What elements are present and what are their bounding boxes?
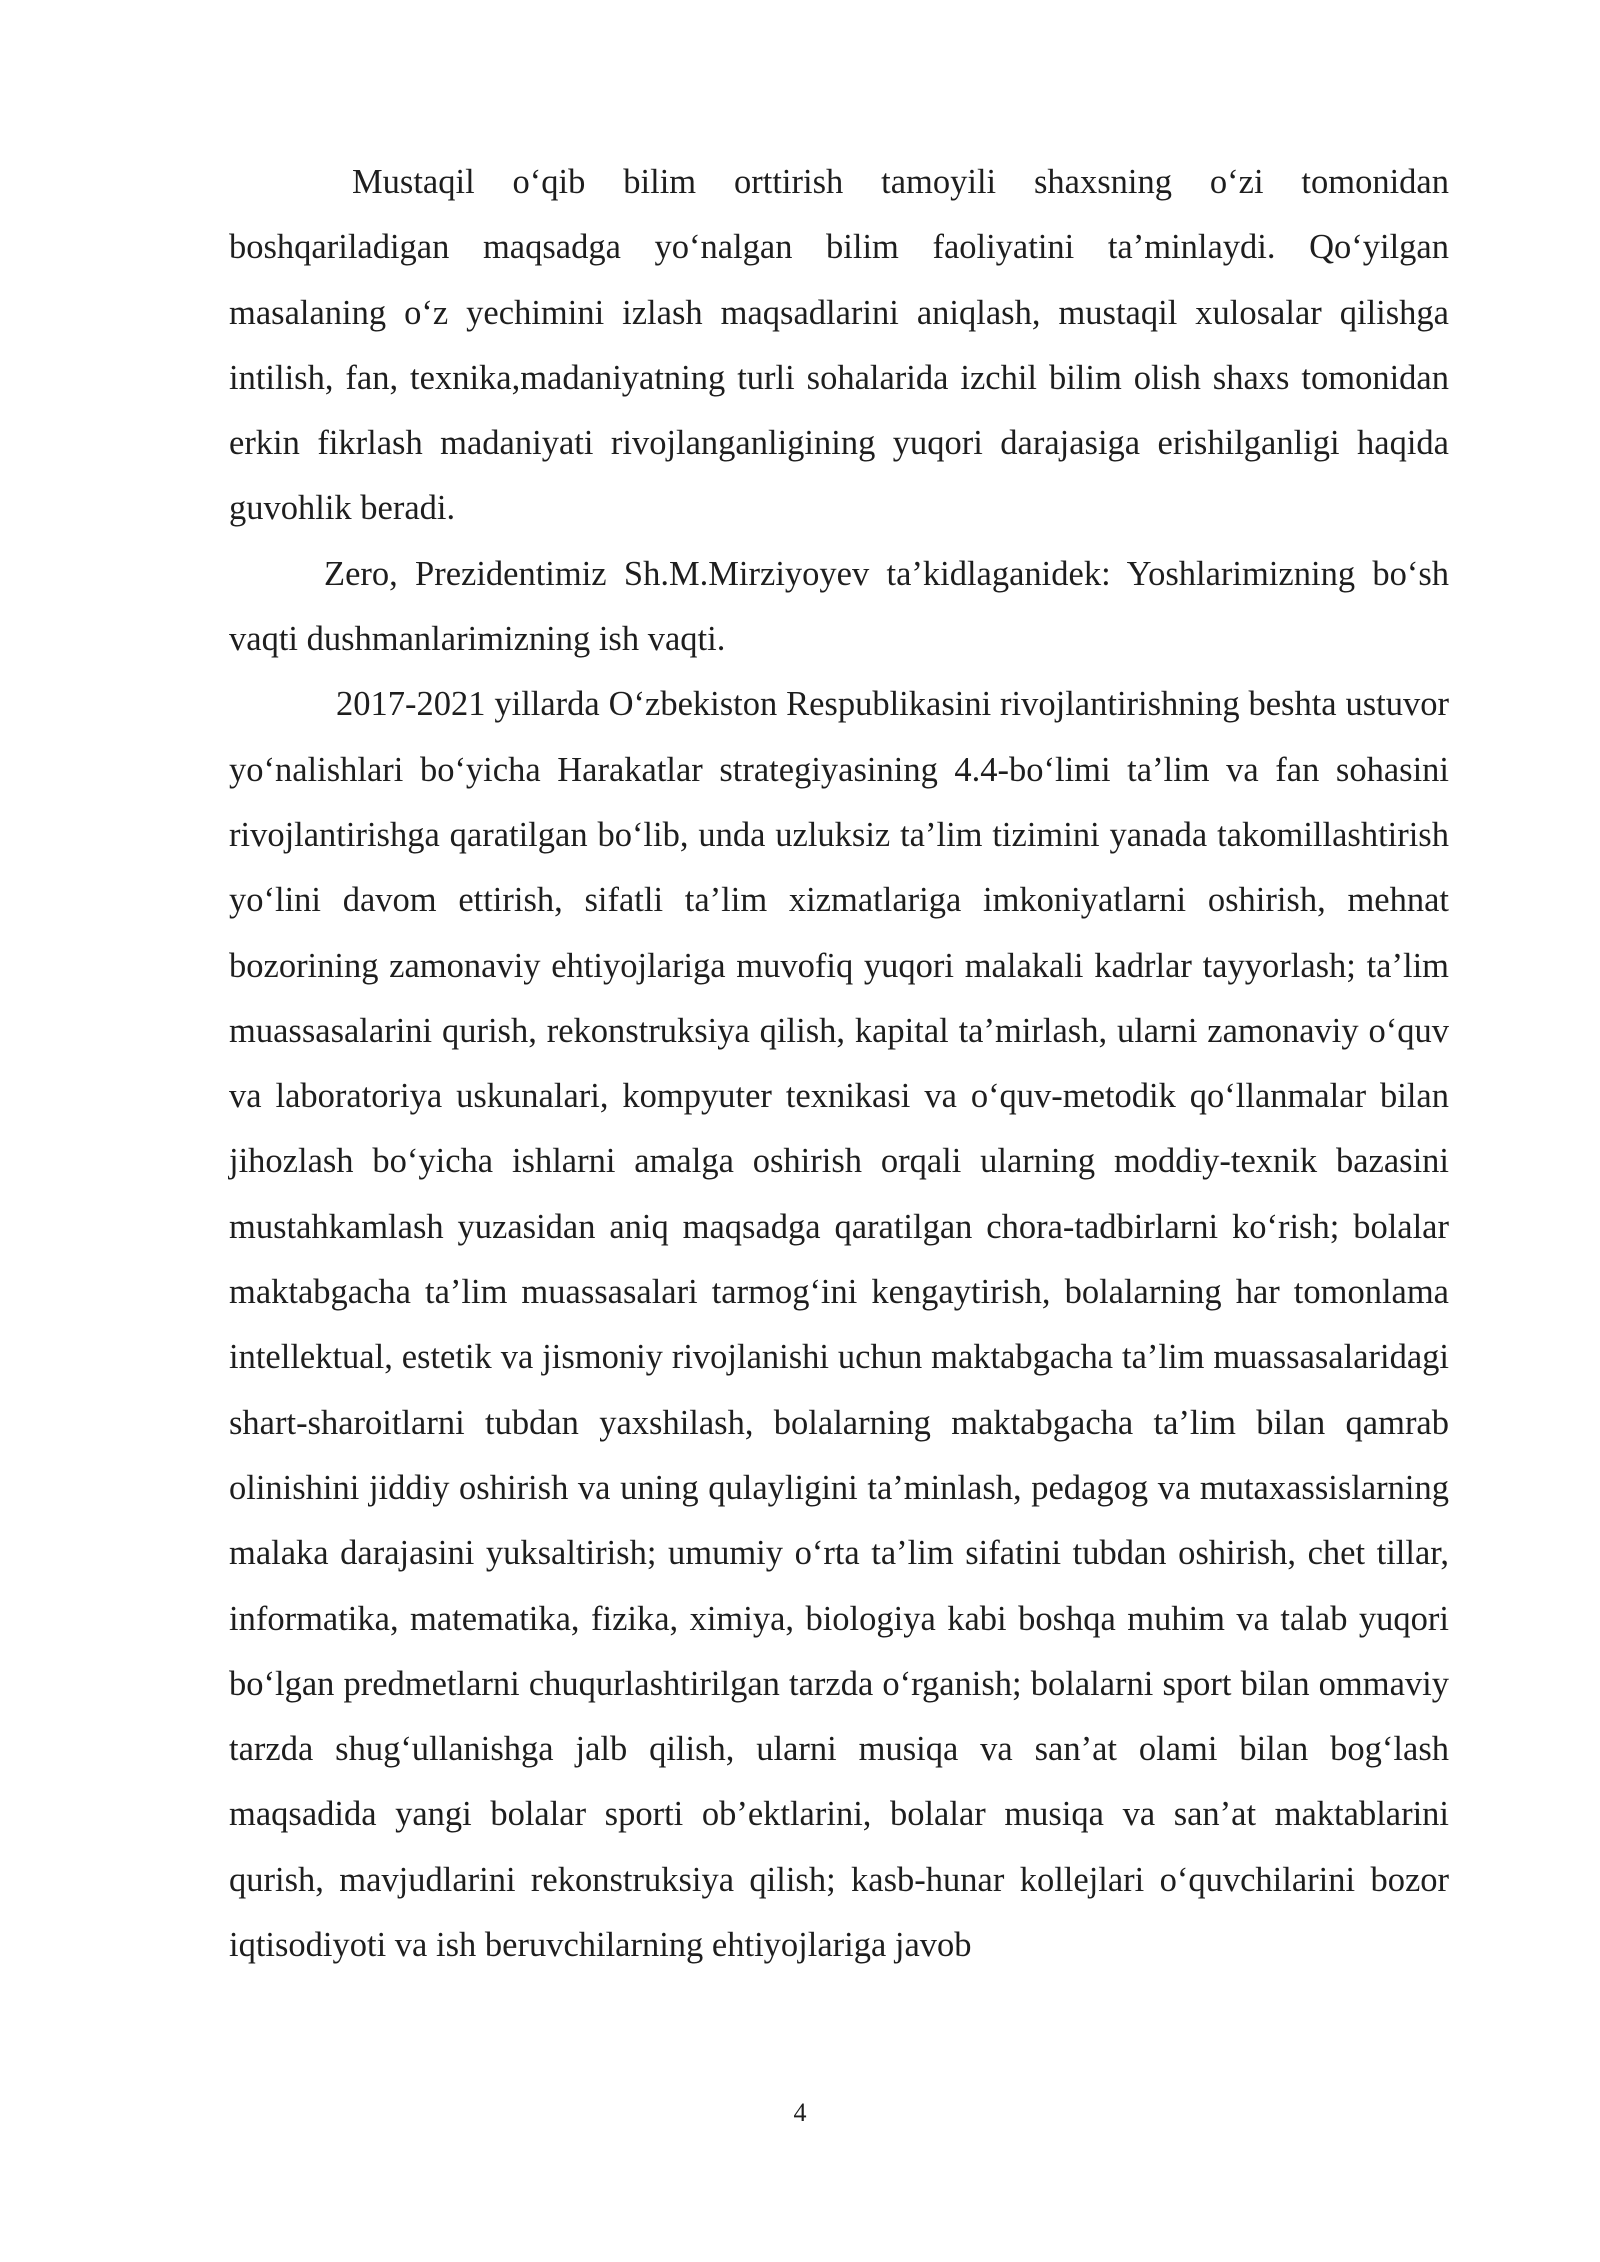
paragraph-action-strategy: 2017-2021 yillarda O‘zbekiston Respublikasini rivojlantirishning beshta ustuvor yo‘nalishlari bo‘yicha Harakatlar strategiyasining 4.4-bo‘limi ta’lim va fan sohasini rivojlantirishga qaratilgan bo‘lib, unda uzluksiz ta’lim tizimini yanada takomillashtirish yo‘lini davom ettirish, sifatli ta’lim xizmatlariga imkoniyatlarni oshirish, mehnat bozorining zamonaviy ehtiyojlariga muvofiq yuqori malakali kadrlar tayyorlash; ta’lim muassasalarini qurish, rekonstruksiya qilish, kapital ta’mirlash, ularni zamonaviy o‘quv va laboratoriya uskunalari, kompyuter texnikasi va o‘quv-metodik qo‘llanmalar bilan jihozlash bo‘yicha ishlarni amalga oshirish orqali ularning moddiy-texnik bazasini mustahkamlash yuzasidan aniq maqsadga qaratilgan chora-tadbirlarni ko‘rish; bolalar maktabgacha ta’lim muassasalari tarmog‘ini kengaytirish, bolalarning har tomonlama intellektual, estetik va jismoniy rivojlanishi uchun maktabgacha ta’lim muassasalaridagi shart-sharoitlarni tubdan yaxshilash, bolalarning maktabgacha ta’lim bilan qamrab olinishini jiddiy oshirish va uning qulayligini ta’minlash, pedagog va mutaxassislarning malaka darajasini yuksaltirish; umumiy o‘rta ta’lim sifatini tubdan oshirish, chet tillar, informatika, matematika, fizika, ximiya, biologiya kabi boshqa muhim va talab yuqori bo‘lgan predmetlarni chuqurlashtirilgan tarzda o‘rganish; bolalarni sport bilan ommaviy tarzda shug‘ullanishga jalb qilish, ularni musiqa va san’at olami bilan bog‘lash maqsadida yangi bolalar sporti ob’ektlarini, bolalar musiqa va san’at maktablarini qurish, mavjudlarini rekonstruksiya qilish; kasb-hunar kollejlari o‘quvchilarini bozor iqtisodiyoti va ish beruvchilarning ehtiyojlariga javob	[229, 685, 1449, 1965]
document-body	[229, 150, 1449, 1978]
paragraph-self-study-principle: Mustaqil o‘qib bilim orttirish tamoyili shaxsning o‘zi tomonidan boshqariladigan maqsadga yo‘nalgan bilim faoliyatini ta’minlaydi. Qo‘yilgan masalaning o‘z yechimini izlash maqsadlarini aniqlash, mustaqil xulosalar qilishga intilish, fan, texnika,madaniyatning turli sohalarida izchil bilim olish shaxs tomonidan erkin fikrlash madaniyati rivojlanganligining yuqori darajasiga erishilganligi haqida guvohlik beradi.	[229, 163, 1449, 528]
page-number: 4	[793, 2098, 807, 2127]
paragraph-president-quote: Zero, Prezidentimiz Sh.M.Mirziyoyev ta’kidlaganidek: Yoshlarimizning bo‘sh vaqti dushmanlarimizning ish vaqti.	[229, 554, 1449, 659]
